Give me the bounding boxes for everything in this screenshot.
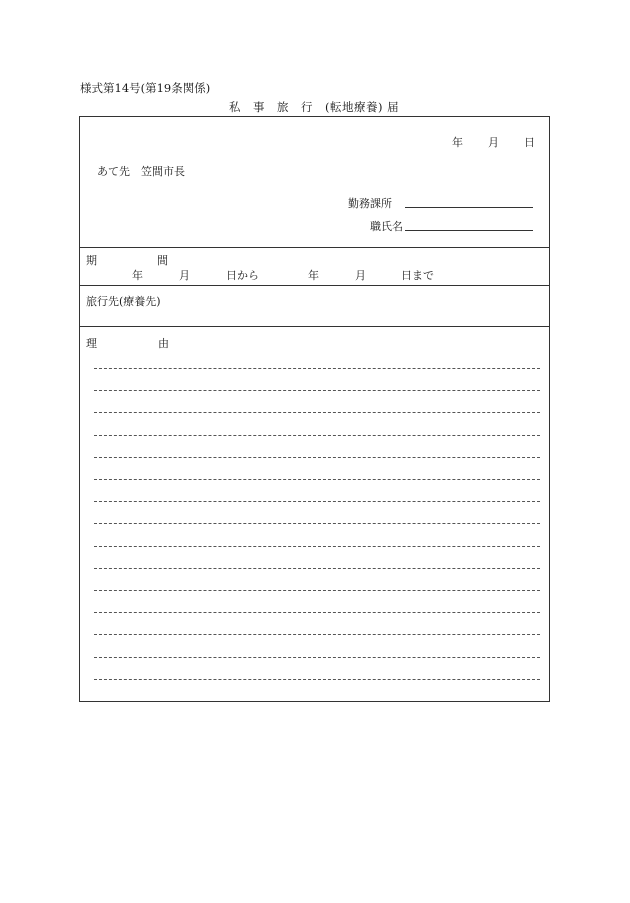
department-field[interactable]: [405, 207, 533, 208]
destination-label: 旅行先(療養先): [86, 295, 161, 308]
reason-writing-line[interactable]: [94, 546, 540, 547]
divider: [80, 247, 549, 248]
period-from-month: 月: [179, 269, 190, 282]
date-year-label: 年: [452, 136, 463, 149]
period-from-year: 年: [132, 269, 143, 282]
period-from-day: 日から: [226, 269, 259, 282]
reason-writing-line[interactable]: [94, 679, 540, 680]
divider: [80, 326, 549, 327]
name-field[interactable]: [405, 230, 533, 231]
period-label-2: 間: [157, 254, 168, 267]
addressee-text: あて先 笠間市長: [97, 165, 185, 178]
document-title: 私 事 旅 行 (転地療養) 届: [229, 100, 400, 114]
period-label-1: 期: [86, 254, 97, 267]
period-to-month: 月: [355, 269, 366, 282]
period-to-year: 年: [308, 269, 319, 282]
reason-label-1: 理: [86, 337, 97, 350]
reason-label-2: 由: [158, 337, 169, 350]
reason-writing-line[interactable]: [94, 457, 540, 458]
reason-writing-line[interactable]: [94, 634, 540, 635]
divider: [80, 285, 549, 286]
reason-writing-line[interactable]: [94, 590, 540, 591]
reason-writing-line[interactable]: [94, 479, 540, 480]
reason-writing-line[interactable]: [94, 523, 540, 524]
application-form: [79, 116, 550, 702]
department-label: 勤務課所: [348, 197, 392, 210]
reason-writing-line[interactable]: [94, 412, 540, 413]
reason-writing-line[interactable]: [94, 390, 540, 391]
reason-writing-line[interactable]: [94, 435, 540, 436]
reason-writing-line[interactable]: [94, 612, 540, 613]
date-day-label: 日: [524, 136, 535, 149]
reason-writing-line[interactable]: [94, 501, 540, 502]
date-month-label: 月: [488, 136, 499, 149]
form-number-label: 様式第14号(第19条関係): [80, 81, 211, 95]
reason-writing-line[interactable]: [94, 568, 540, 569]
reason-writing-line[interactable]: [94, 368, 540, 369]
name-label: 職氏名: [370, 220, 403, 233]
reason-writing-line[interactable]: [94, 657, 540, 658]
period-to-day: 日まで: [401, 269, 434, 282]
